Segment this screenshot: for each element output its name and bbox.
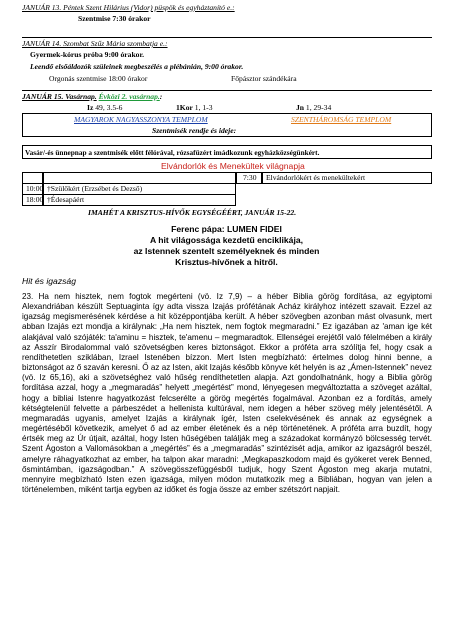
jan15-date: JANUÁR 15. Vasárnap. [22,92,97,101]
schedule-title: Szentmisék rendje és ideje: [152,126,237,135]
row1-intent-right: Elvándorlókért és menekültekért [262,172,432,184]
row3-time-left: 18:00 [22,194,43,206]
article-body [22,292,432,495]
article-paragraph: 23. Ha nem hisztek, nem fogtok megérteni (vö. Iz 7,9) – a héber Biblia görög fordítása, az egyiptomi Alexandriában készült Septuaginta így adta vissza Izajás prófétának Acház királyhoz intézett szavait. Ezzel az igazság megismerésének kérdése a hit középpontjába került. A héber szövegben azonban mást olvasunk, mert abban Izajás ezt mondja a királynak: „Ha nem hisztek, nem fogtok megmaradni.” Ez igazában az 'aman ige két alakjával való szójáték: ta'aminu = hisztek, te'amenu – megmaradtok. Ellenségei erejétől való félelmében a király az Asszír Birodalommal való szövetségben keres biztonságot. Ekkor a próféta arra szólítja fel, hogy csak a rendíthetetlen sziklában, Izrael Istenében bízzon. Mert Isten megbízható: értelmes dolog hinni benne, a biztonságot az ő szaván keresni. Ő az az Isten, akit Izajás később könyve két helyén is az „Ámen-Istennek” nevez (vö. Iz 65,16), aki a szövetséghez való hűség rendíthetetlen alapja. Azt gondolhatnánk, hogy a Biblia görög fordítása azzal, hogy a „megmaradás” helyett „megértést” mond, lényegesen megváltoztatta a szöveget azáltal, hogy a bibliai Istenre hagyatkozást felcserélte a görög megértés fogalmával. Azonban ez a fordítás, amely kétségtelenül felvette a párbeszédet a hellenista kultúrával, nem idegen a héber szöveg mély jelentésétől. A megmaradás ugyanis, amelyet Izajás a királynak ígér, Isten cselekvésének és annak az egységnek a megértéséből következik, amelyet ő ad az ember életének és a nép történetének. A próféta arra buzdít, hogy értsék meg az Úr útjait, azáltal, hogy Isten hűségében találják meg a századokat kormányzó bölcsesség tervét. Szent Ágoston a Vallomásokban a „megértés” és a „megmaradás” szintézisét adja, amikor az igazságról beszél, amelyre ráhagyatkozhat az ember, ha talpon akar maradni: „Megkapaszkodom majd és gyökeret verek Benned, ősmintámban, igazságodban.” A szövegösszefüggésből tudjuk, hogy Szent Ágoston meg akarja mutatni, mennyire megbízható Isten ezen igazsága, milyen módon mutatkozik meg a Bibliában, hogyan van jelen a történelemben, miként tartja egyben az időket és fogja össze az ember szétszórt napjait. [22,292,432,494]
jan14-choir: Gyermek-kórus próba 9:00 órakor. [30,50,145,59]
article-title-2: A hit világossága kezdetű enciklikája, [150,235,303,245]
row1-time-right: 7:30 [236,172,262,184]
article-title-4: Krisztus-hívőnek a hitről. [175,257,278,267]
jan13-heading: JANUÁR 13. Péntek Szent Hilárius (Vidor) püspök és egyháztanító e.: [22,3,235,12]
jan14-heading: JANUÁR 14. Szombat Szűz Mária szombatja e.: [22,39,168,48]
row3-intent-left: †Édesapáért [43,194,236,206]
jan14-parents: Leendő elsőáldozók szüleinek megbeszélés a plébánián, 9:00 órakor. [30,62,244,71]
article-title-1: Ferenc pápa: LUMEN FIDEI [171,224,282,234]
church-left: MAGYAROK NAGYASSZONYA TEMPLOM [74,115,208,124]
section-title: Hit és igazság [22,276,76,286]
jan13-mass: Szentmise 7:30 órakor [78,14,151,23]
prayer-week: IMAHÉT A KRISZTUS-HÍVŐK EGYSÉGÉÉRT, JANUÁR 15-22. [88,208,297,217]
row2-time-left: 10:00 [22,183,43,195]
divider [22,90,432,91]
refugee-day-title: Elvándorlók és Menekültek világnapja [161,161,305,171]
reading-1: Iz 49, 3.5-6 [87,103,123,112]
row2-intent-left: †Szülőkért (Erzsébet és Dezső) [43,183,236,195]
jan14-intention: Főpásztor szándékára [231,74,297,83]
church-right: SZENTHÁROMSÁG TEMPLOM [291,115,392,124]
reading-2: 1Kor 1, 1-3 [176,103,213,112]
jan15-sunday: Évközi 2. vasárnap. [98,92,160,101]
jan15-heading: JANUÁR 15. Vasárnap. Évközi 2. vasárnap.: [22,92,163,101]
divider [22,37,432,38]
sunday-note: Vasár/-és ünnepnap a szentmisék előtt félórával, rózsafüzért imádkozunk egyházközségünkért. [25,148,320,157]
gospel: Jn 1, 29-34 [296,103,332,112]
jan14-orgonas-mass: Orgonás szentmise 18:00 órakor [49,74,148,83]
article-title-3: az Istennek szentelt személyeknek és minden [133,246,320,256]
